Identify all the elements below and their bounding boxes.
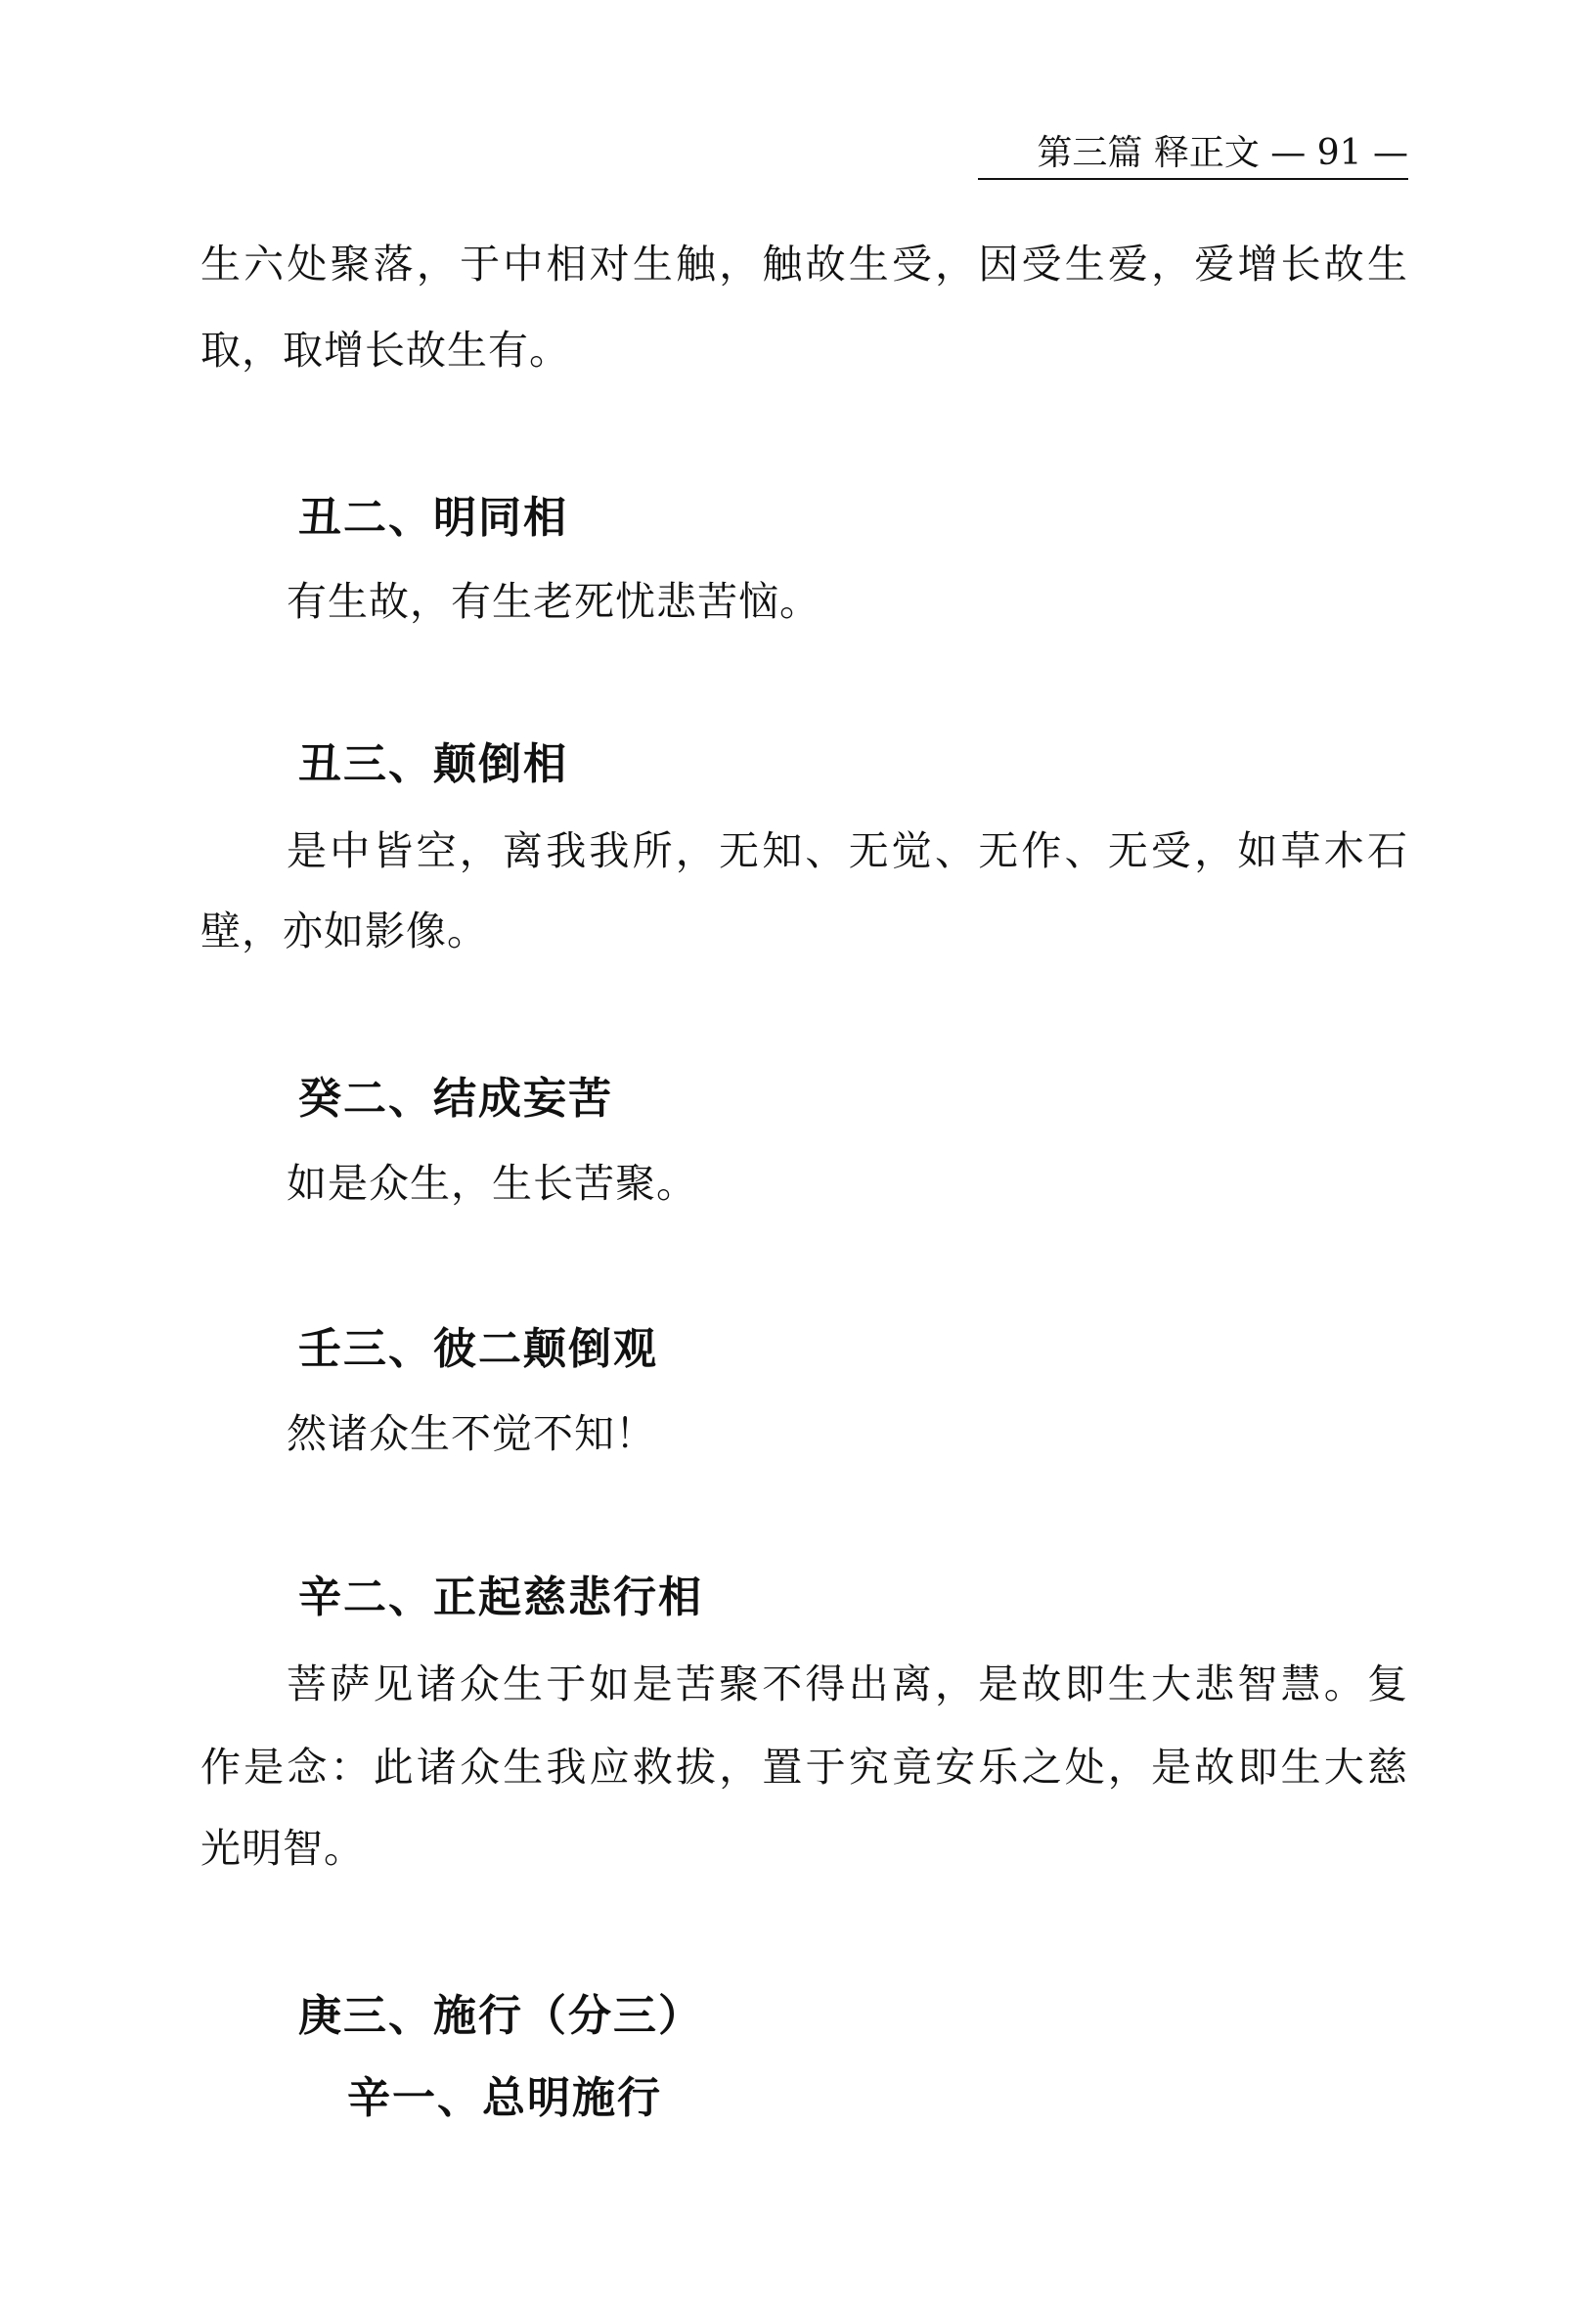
section-heading: 癸二、结成妄苦 (298, 1074, 613, 1124)
body-text-line: 壁，亦如影像。 (200, 908, 488, 954)
section-heading: 庚三、施行（分三） (298, 1991, 703, 2041)
header-rule (978, 178, 1408, 180)
section-heading: 辛二、正起慈悲行相 (298, 1572, 703, 1622)
body-text-line: 生六处聚落，于中相对生触，触故生受，因受生爱，爱增长故生 (200, 241, 1408, 288)
body-text-line: 是中皆空，离我我所，无知、无觉、无作、无受，如草木石 (287, 827, 1408, 874)
page-header: 第三篇 释正文 — 91 — (1037, 133, 1408, 173)
section-heading: 丑二、明同相 (298, 493, 568, 543)
body-text-line: 作是念：此诸众生我应救拔，置于究竟安乐之处，是故即生大慈 (200, 1744, 1408, 1791)
body-text-line: 光明智。 (200, 1825, 365, 1872)
body-text-line: 然诸众生不觉不知！ (287, 1410, 656, 1457)
body-text-line: 有生故，有生老死忧悲苦恼。 (287, 578, 820, 625)
body-text-line: 取，取增长故生有。 (200, 327, 570, 374)
subsection-heading: 辛一、总明施行 (347, 2073, 662, 2123)
section-heading: 壬三、彼二颠倒观 (298, 1324, 658, 1374)
body-text-line: 如是众生，生长苦聚。 (287, 1160, 697, 1207)
body-text-line: 菩萨见诸众生于如是苦聚不得出离，是故即生大悲智慧。复 (287, 1661, 1408, 1707)
section-heading: 丑三、颠倒相 (298, 739, 568, 789)
